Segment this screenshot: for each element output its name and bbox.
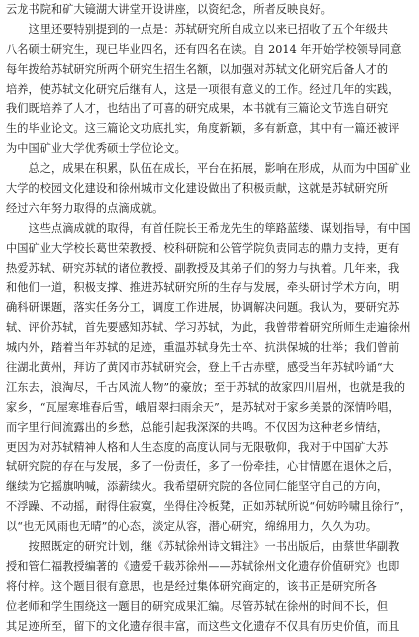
text-line: 而字里行间流露出的乡愁，总能引起我深深的共鸣。不仅因为这种老乡情结，	[6, 420, 389, 434]
text-line: 八名硕士研究生，现已毕业四名，还有四名在读。自 2014 年开始学校领导同意	[6, 42, 402, 56]
text-line: 我们既培养了人才，也结出了可喜的研究成果，本书就有三篇论文节选自研究	[6, 102, 389, 116]
text-line: 每年拨给苏轼研究所两个研究生招生名额，以加强对苏轼文化研究后备人才的	[6, 62, 389, 76]
text-line: 这里还要特别提到的一点是：苏轼研究所自成立以来已招收了五个年级共	[6, 22, 389, 36]
text-line: 生的毕业论文。这三篇论文功底扎实，角度新颖，多有新意，其中有一篇还被评	[6, 122, 400, 136]
text-line: 轼、评价苏轼，首先要感知苏轼、学习苏轼，为此，我曾带着研究所师生走遍徐州	[6, 321, 411, 335]
text-line: 云龙书院和矿大镜湖大讲堂开设讲座，以资纪念，所者反映良好。	[6, 3, 332, 16]
text-line: 更因为对苏轼精神人格和人生态度的高度认同与无限敬仰，我对于中国矿大苏	[6, 440, 389, 454]
paragraph	[6, 20, 414, 159]
text-line: 江东去，浪淘尽，千古风流人物”的豪放；至于苏轼的故家四川眉州，也就是我的	[6, 380, 406, 394]
text-line: 往湖北黄州，拜访了黄冈市苏轼研究会，登上千古赤壁，感受当年苏轼吟诵“大	[6, 361, 394, 375]
paragraph	[6, 159, 414, 219]
text-line: 培养，使苏轼文化研究后继有人，这是一项很有意义的工作。经过几年的实践，	[6, 82, 400, 96]
text-line: 授和管仁福教授编著的《遗爱千载苏徐州——苏轼徐州文化遗存价值研究》也即	[6, 559, 400, 573]
document-page	[6, 0, 414, 637]
text-line: 热爱苏轼、研究苏轼的诸位教授、副教授及其弟子们的努力与执着。几年来，我	[6, 261, 400, 275]
paragraph	[6, 0, 414, 20]
text-line: 按照既定的研究计划，继《苏轼徐州诗文辑注》一书出版后，由蔡世华副教	[6, 540, 400, 554]
text-line: 家乡，“瓦屋寒堆春后雪，峨眉翠扫雨余天”，是苏轼对于家乡美景的深情吟唱，	[6, 400, 400, 414]
text-line: 城内外，踏着当年苏轼的足迹，重温苏轼身先士卒、抗洪保城的壮举；我们曾前	[6, 341, 400, 355]
text-line: 和他们一道，积极支撑、推进苏轼研究所的生存与发展，牵头研讨学术方向，明	[6, 281, 400, 295]
text-line: 大学的校园文化建设和徐州城市文化建设做出了积极贡献，这就是苏轼研究所	[6, 182, 389, 196]
text-line: 总之，成果在积累，队伍在成长，平台在拓展，影响在形成，从而为中国矿业	[6, 162, 411, 176]
paragraph	[6, 219, 414, 537]
text-line: 这些点滴成就的取得，有首任院长王希龙先生的筚路蓝缕、谋划指导，有中国	[6, 221, 411, 235]
paragraph	[6, 537, 414, 636]
text-line: 以“也无风雨也无晴”的心态，淡定从容，潜心研究，绵绵用力，久久为功。	[6, 520, 378, 534]
text-line: 继续为它摇旗呐喊，添薪续火。我希望研究院的各位同仁能坚守自己的方向，	[6, 480, 389, 494]
text-line: 轼研究院的存在与发展，多了一份责任，多了一份牵挂，心甘情愿在退休之后，	[6, 460, 400, 474]
text-line: 中国矿业大学校长葛世荣教授、校科研院和公管学院负责同志的鼎力支持，更有	[6, 241, 400, 255]
text-line: 其足迹所至，留下的文化遗存很丰富，而这些文化遗存不仅具有历史价值，而且	[6, 619, 400, 633]
text-line: 将付梓。这个题目很有意思，也是经过集体研究商定的，该书正是研究所各	[6, 579, 377, 593]
text-line: 位老师和学生围绕这一题目的研究成果汇编。尽管苏轼在徐州的时间不长，但	[6, 599, 389, 613]
text-line: 不浮躁、不动摇，耐得住寂寞，坐得住冷板凳，正如苏轼所说“何妨吟啸且徐行”，	[6, 500, 411, 514]
text-line: 为中国矿业大学优秀硕士学位论文。	[6, 142, 186, 156]
text-line: 经过六年努力取得的点滴成就。	[6, 201, 164, 215]
text-line: 确科研课题，落实任务分工，调度工作进展，协调解决问题。我认为，要研究苏	[6, 301, 400, 315]
